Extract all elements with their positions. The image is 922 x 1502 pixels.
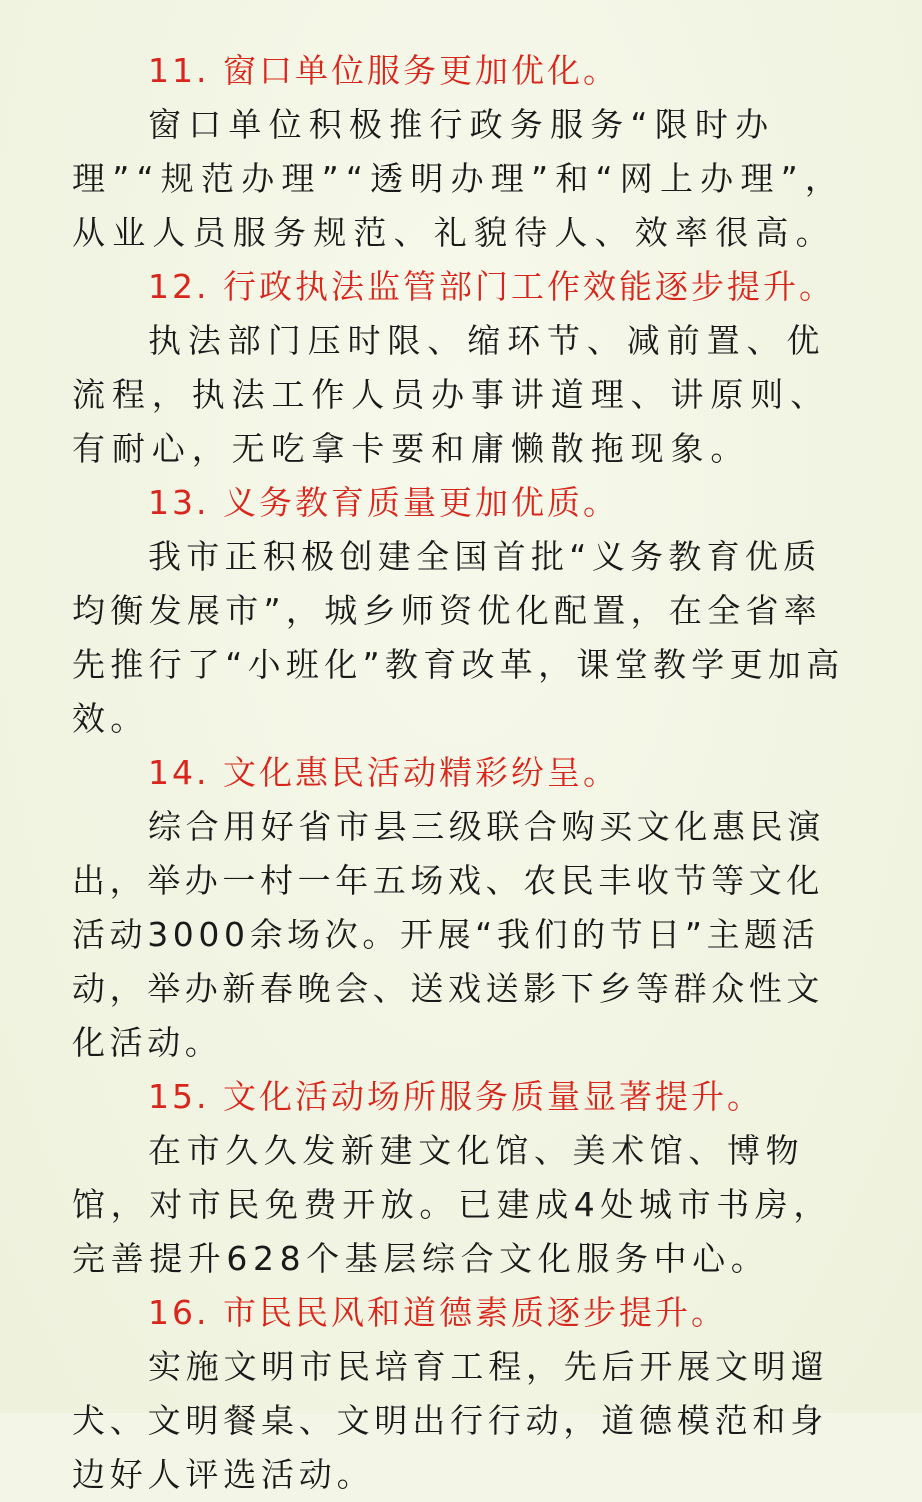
section-14 xyxy=(72,746,852,1070)
section-heading: 16. 市民民风和道德素质逐步提升。 xyxy=(148,1293,727,1332)
section-body: 实施文明市民培育工程，先后开展文明遛犬、文明餐桌、文明出行行动，道德模范和身边好人评选活动。 xyxy=(72,1347,829,1494)
section-16 xyxy=(72,1286,852,1502)
section-15 xyxy=(72,1070,852,1286)
section-body: 我市正积极创建全国首批“义务教育优质均衡发展市”，城乡师资优化配置，在全省率先推行了“小班化”教育改革，课堂教学更加高效。 xyxy=(72,537,845,738)
section-body: 执法部门压时限、缩环节、减前置、优流程，执法工作人员办事讲道理、讲原则、有耐心，无吃拿卡要和庸懒散拖现象。 xyxy=(72,321,831,468)
section-heading: 14. 文化惠民活动精彩纷呈。 xyxy=(148,753,619,792)
section-body: 窗口单位积极推行政务服务“限时办理”“规范办理”“透明办理”和“网上办理”，从业人员服务规范、礼貌待人、效率很高。 xyxy=(72,105,846,252)
section-heading: 13. 义务教育质量更加优质。 xyxy=(148,483,619,522)
section-13 xyxy=(72,476,852,746)
section-11 xyxy=(72,44,852,260)
document-content xyxy=(72,44,852,1502)
section-12 xyxy=(72,260,852,476)
section-body: 综合用好省市县三级联合购买文化惠民演出，举办一村一年五场戏、农民丰收节等文化活动3000余场次。开展“我们的节日”主题活动，举办新春晚会、送戏送影下乡等群众性文化活动。 xyxy=(72,807,825,1062)
section-heading: 11. 窗口单位服务更加优化。 xyxy=(148,51,619,90)
section-heading: 12. 行政执法监管部门工作效能逐步提升。 xyxy=(148,267,835,306)
section-heading: 15. 文化活动场所服务质量显著提升。 xyxy=(148,1077,763,1116)
section-body: 在市久久发新建文化馆、美术馆、博物馆，对市民免费开放。已建成4处城市书房，完善提升628个基层综合文化服务中心。 xyxy=(72,1131,832,1278)
